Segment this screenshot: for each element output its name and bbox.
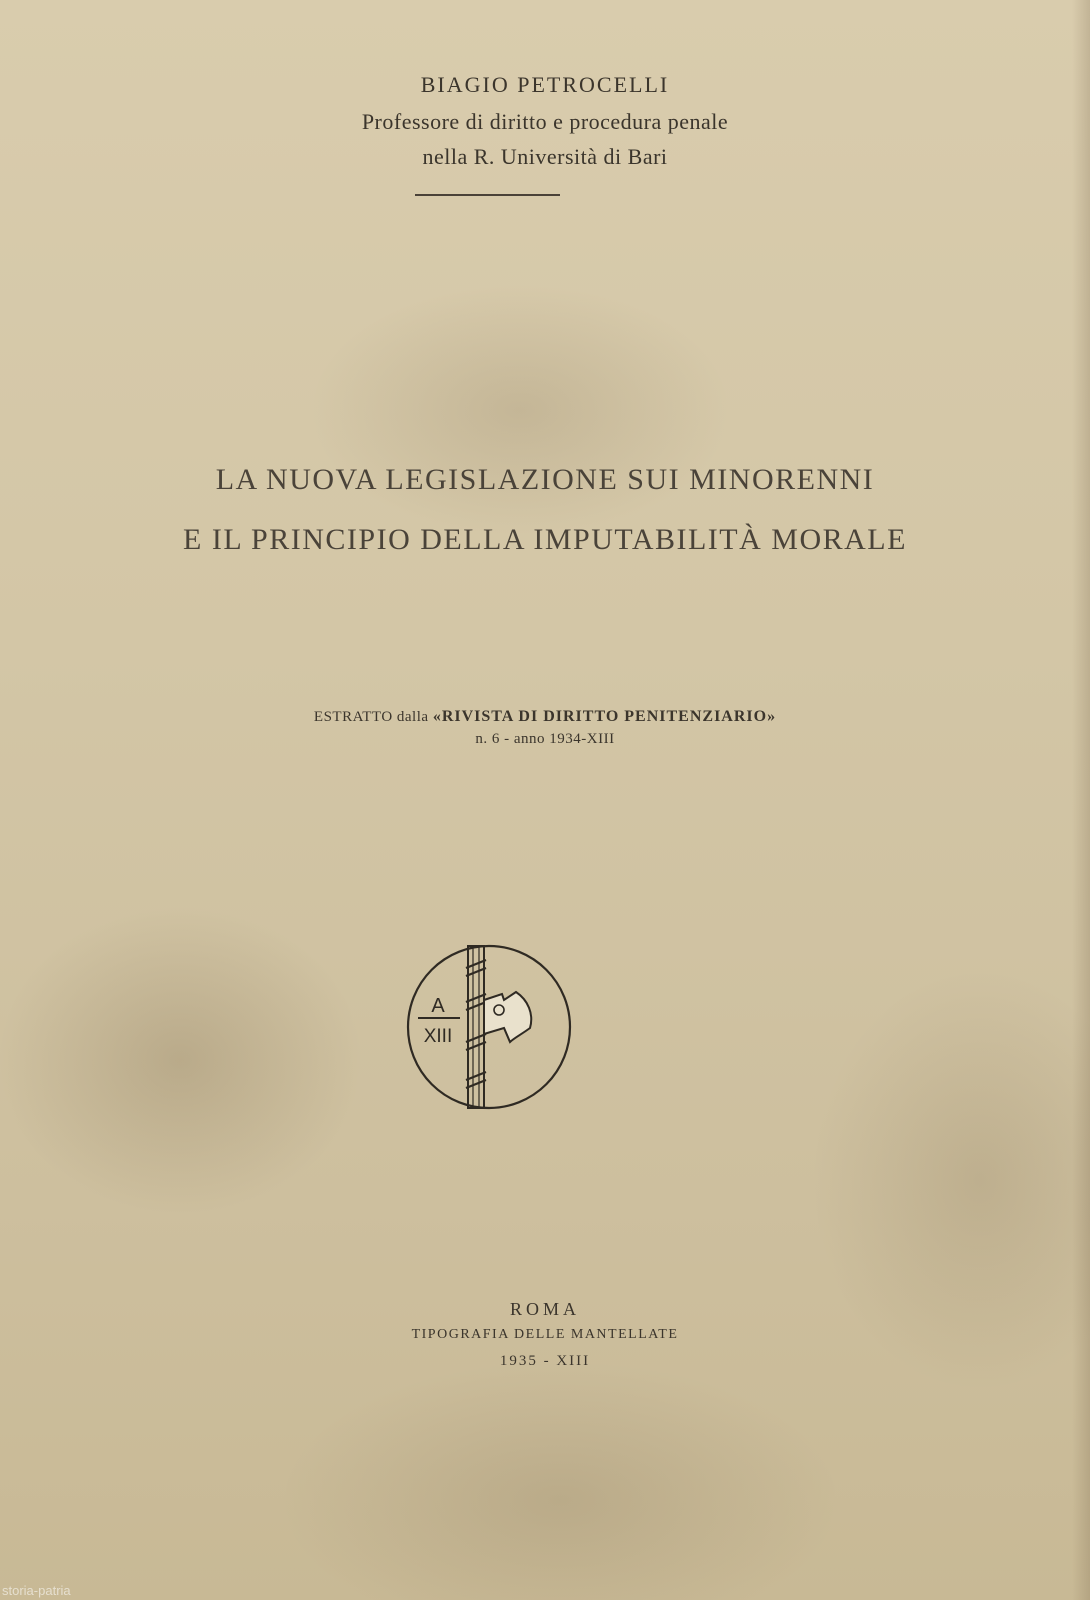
journal-name: «RIVISTA DI DIRITTO PENITENZIARIO» — [432, 708, 777, 725]
document-title — [0, 450, 1090, 570]
affiliation-line-1: Professore di diritto e procedura penale — [361, 109, 729, 134]
extract-source — [0, 706, 1090, 728]
affiliation-line-2: nella R. Università di Bari — [422, 144, 668, 169]
emblem-letter: A — [431, 995, 445, 1017]
extract-note — [0, 706, 1090, 750]
imprint-press: TIPOGRAFIA DELLE MANTELLATE — [411, 1327, 679, 1342]
extract-prefix: ESTRATTO dalla — [313, 709, 433, 725]
author-name: BIAGIO PETROCELLI — [420, 72, 670, 97]
imprint-year: 1935 - XIII — [499, 1353, 591, 1369]
title-line-2: E IL PRINCIPIO DELLA IMPUTABILITÀ MORALE — [183, 523, 907, 556]
emblem-numeral: XIII — [423, 1026, 453, 1047]
title-line-1: LA NUOVA LEGISLAZIONE SUI MINORENNI — [215, 463, 875, 496]
header-divider — [415, 194, 560, 196]
watermark: storia-patria — [2, 1583, 71, 1598]
extract-issue: n. 6 - anno 1934-XIII — [475, 731, 615, 747]
author-affiliation — [0, 104, 1090, 174]
fasces-emblem-icon — [404, 942, 574, 1112]
imprint — [0, 1296, 1090, 1374]
imprint-city: ROMA — [509, 1299, 580, 1319]
